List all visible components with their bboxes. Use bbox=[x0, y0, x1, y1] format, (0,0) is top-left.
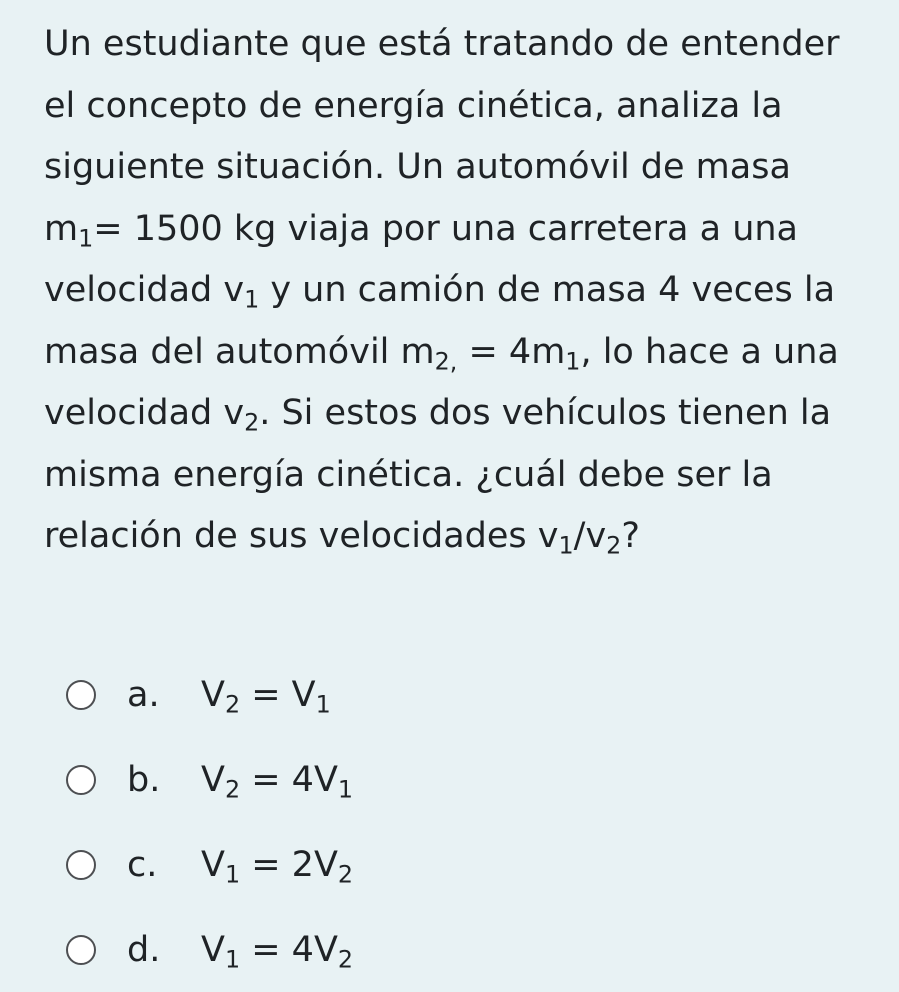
math-subscript: 1 bbox=[315, 690, 331, 719]
radio-button-c[interactable] bbox=[66, 850, 96, 880]
math-symbol: /v bbox=[573, 516, 607, 556]
math-symbol: = 4V bbox=[240, 929, 338, 970]
math-m2 bbox=[400, 331, 581, 376]
math-subscript: 2 bbox=[337, 945, 354, 974]
option-equation bbox=[201, 844, 354, 889]
math-subscript: 1 bbox=[78, 224, 94, 253]
math-subscript: 2 bbox=[224, 690, 241, 719]
math-subscript: 1 bbox=[565, 347, 581, 376]
option-letter: b. bbox=[127, 759, 161, 800]
math-m1 bbox=[44, 208, 223, 253]
math-symbol: = 4V bbox=[240, 759, 338, 800]
question-part: y un camión de masa 4 veces la masa del automóvil bbox=[44, 270, 836, 372]
math-subscript: 1 bbox=[244, 285, 260, 314]
math-symbol: V bbox=[201, 929, 225, 970]
question-part: , lo hace a una velocidad bbox=[44, 331, 839, 433]
question-part: . Si estos dos vehículos tienen la misma energía cinética. ¿cuál debe ser la relación de sus velocidades bbox=[44, 393, 832, 556]
math-ratio bbox=[537, 516, 622, 560]
math-symbol: v bbox=[223, 270, 245, 310]
radio-button-b[interactable] bbox=[66, 765, 96, 795]
math-symbol: m bbox=[44, 208, 79, 249]
answer-options bbox=[66, 652, 353, 992]
math-symbol: v bbox=[223, 393, 245, 433]
math-symbol: m bbox=[400, 331, 435, 372]
question-text bbox=[44, 14, 874, 568]
option-d[interactable] bbox=[66, 907, 353, 992]
option-b[interactable] bbox=[66, 737, 353, 822]
radio-button-d[interactable] bbox=[66, 935, 96, 965]
math-subscript: 1 bbox=[224, 860, 241, 889]
math-symbol: v bbox=[537, 516, 559, 556]
math-v1 bbox=[223, 270, 260, 314]
option-a[interactable] bbox=[66, 652, 353, 737]
math-symbol: V bbox=[201, 844, 225, 885]
math-symbol: V bbox=[201, 759, 225, 800]
option-equation bbox=[201, 759, 354, 804]
math-v2 bbox=[223, 393, 260, 437]
option-letter: a. bbox=[127, 674, 160, 715]
math-symbol: V bbox=[201, 674, 225, 715]
math-subscript: 1 bbox=[337, 775, 354, 804]
option-equation bbox=[201, 929, 354, 974]
question-part: Un estudiante que está tratando de entender el concepto de energía cinética, analiza la siguiente situación. Un automóvil de masa bbox=[44, 24, 840, 187]
option-letter: c. bbox=[127, 844, 158, 885]
question-part: kg viaja por una carretera a una velocidad bbox=[44, 208, 799, 310]
math-subscript: 2 bbox=[606, 531, 622, 560]
math-subscript: 2 bbox=[244, 408, 260, 437]
math-subscript: 2, bbox=[434, 347, 458, 376]
math-value: = 4m bbox=[457, 331, 566, 372]
math-subscript: 2 bbox=[337, 860, 354, 889]
option-equation bbox=[201, 674, 331, 719]
math-subscript: 2 bbox=[224, 775, 241, 804]
math-value: = 1500 bbox=[93, 208, 223, 249]
math-symbol: = V bbox=[240, 674, 316, 715]
radio-button-a[interactable] bbox=[66, 680, 96, 710]
option-letter: d. bbox=[127, 929, 161, 970]
math-subscript: 1 bbox=[558, 531, 574, 560]
option-c[interactable] bbox=[66, 822, 353, 907]
math-symbol: = 2V bbox=[240, 844, 338, 885]
math-subscript: 1 bbox=[224, 945, 241, 974]
question-part: ? bbox=[621, 516, 640, 556]
